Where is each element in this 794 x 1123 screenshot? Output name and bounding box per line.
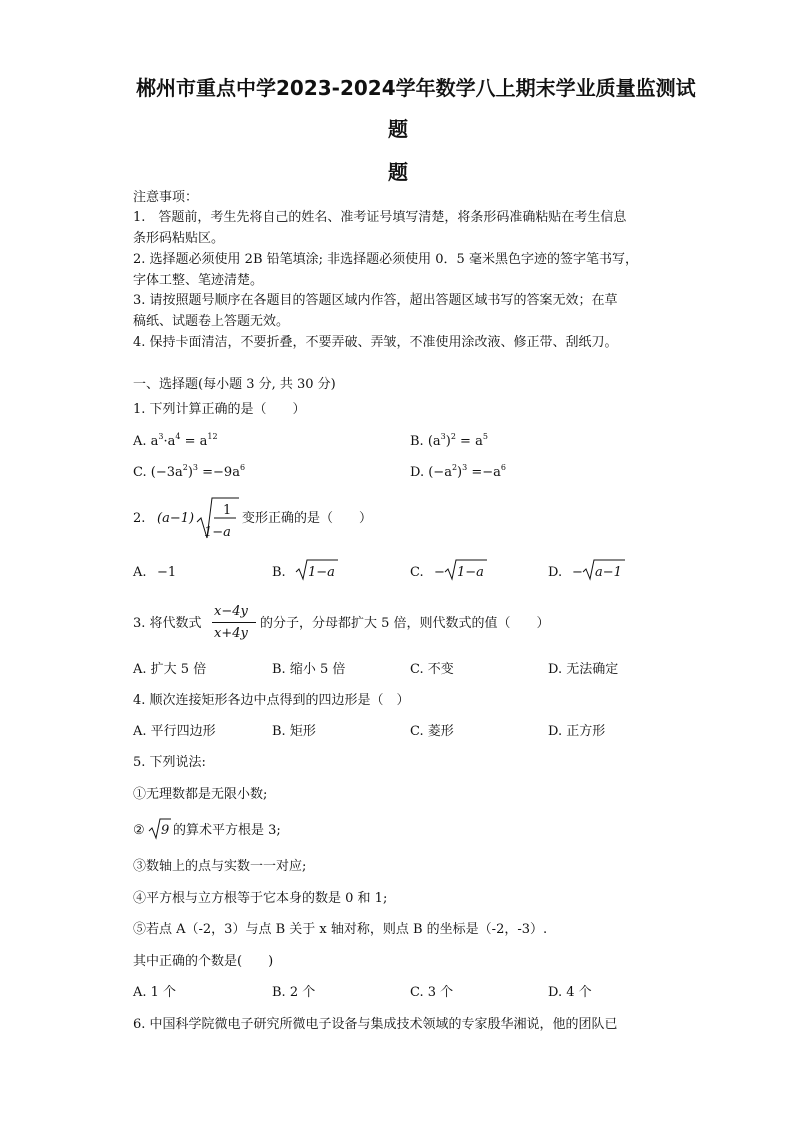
- notice-item-1-line-1: 1. 答题前，考生先将自己的姓名、准考证号填写清楚，将条形码准确粘贴在考生信息: [133, 210, 627, 225]
- question-3-option-d: D. 无法确定: [548, 662, 619, 677]
- question-2-option-d-sign: −: [572, 565, 583, 580]
- question-4-option-b: B. 矩形: [272, 724, 316, 739]
- question-5-statement-5: ⑤若点 A（-2，3）与点 B 关于 x 轴对称，则点 B 的坐标是（-2，-3）.: [133, 922, 548, 937]
- question-4-option-a: A. 平行四边形: [133, 724, 216, 739]
- fraction-bar: [212, 622, 256, 623]
- question-2-option-c: 1−a: [457, 565, 484, 580]
- question-3-stem-tail: 的分子，分母都扩大 5 倍，则代数式的值（ ）: [260, 616, 550, 631]
- question-3-option-b: B. 缩小 5 倍: [272, 662, 346, 677]
- question-5-statement-2: 的算术平方根是 3;: [173, 823, 281, 838]
- notice-item-2-line-2: 字体工整、笔迹清楚。: [133, 273, 264, 288]
- notice-item-4: 4. 保持卡面清洁，不要折叠，不要弄破、弄皱，不准使用涂改液、修正带、刮纸刀。: [133, 335, 618, 350]
- question-5-option-c: C. 3 个: [410, 985, 454, 1000]
- section-heading: 一、选择题(每小题 3 分, 共 30 分): [133, 377, 336, 392]
- question-2-option-b: 1−a: [308, 565, 335, 580]
- question-1-option-c: C. $(-3a^2)^3 =-9a^6$: [133, 463, 246, 480]
- notice-item-1-line-2: 条形码粘贴区。: [133, 231, 225, 246]
- question-5-option-b: B. 2 个: [272, 985, 316, 1000]
- question-2-radicand-num: 1: [223, 503, 232, 518]
- question-3-option-a: A. 扩大 5 倍: [133, 662, 207, 677]
- question-2-stem-tail: 变形正确的是（ ）: [242, 511, 373, 526]
- question-2-option-d-label: D.: [548, 565, 563, 580]
- question-5-stem: 5. 下列说法:: [133, 755, 206, 770]
- question-5-statement-2-radicand: 9: [161, 823, 170, 838]
- notice-item-2-line-1: 2. 选择题必须使用 2B 铅笔填涂; 非选择题必须使用 0．5 毫米黑色字迹的签字笔书写，: [133, 252, 638, 267]
- question-2-option-a-label: A.: [133, 565, 147, 580]
- question-4-option-c: C. 菱形: [410, 724, 454, 739]
- page-subtitle: 题: [388, 160, 408, 184]
- question-2-option-c-label: C.: [410, 565, 424, 580]
- notice-item-3-line-1: 3. 请按照题号顺序在各题目的答题区域内作答，超出答题区域书写的答案无效；在草: [133, 293, 618, 308]
- question-3-stem-head: 3. 将代数式: [133, 616, 202, 631]
- question-2-option-b-label: B.: [272, 565, 286, 580]
- question-4-stem: 4. 顺次连接矩形各边中点得到的四边形是（ ）: [133, 693, 410, 708]
- question-5-option-d: D. 4 个: [548, 985, 592, 1000]
- question-5-statement-3: ③数轴上的点与实数一一对应;: [133, 859, 307, 874]
- question-3-option-c: C. 不变: [410, 662, 454, 677]
- question-6-stem: 6. 中国科学院微电子研究所微电子设备与集成技术领域的专家殷华湘说，他的团队已: [133, 1017, 618, 1032]
- question-1-option-b: B. $(a^3)^2 = a^5$: [410, 432, 488, 449]
- question-5-statement-1: ①无理数都是无限小数;: [133, 787, 268, 802]
- question-1-option-a: A. $a^3\cdot a^4 = a^{12}$: [133, 432, 218, 449]
- question-2-factor: (a−1): [157, 511, 195, 526]
- question-5-option-a: A. 1 个: [133, 985, 177, 1000]
- question-4-option-d: D. 正方形: [548, 724, 606, 739]
- question-1-option-d: D. $(-a^2)^3 =-a^6$: [410, 463, 506, 480]
- question-3-denominator: x+4y: [214, 626, 248, 641]
- notice-heading: 注意事项：: [133, 190, 199, 205]
- question-2-option-a: −1: [157, 565, 177, 580]
- question-5-statement-4: ④平方根与立方根等于它本身的数是 0 和 1;: [133, 891, 388, 906]
- question-2-number: 2.: [133, 511, 146, 526]
- question-2-radicand-den: 1−a: [204, 525, 231, 540]
- page-title-cont: 题: [388, 117, 408, 141]
- question-5-ask: 其中正确的个数是( ): [133, 954, 274, 969]
- question-2-option-c-sign: −: [434, 565, 445, 580]
- notice-item-3-line-2: 稿纸、试题卷上答题无效。: [133, 314, 290, 329]
- question-2-option-d: a−1: [595, 565, 622, 580]
- question-3-numerator: x−4y: [214, 604, 248, 619]
- question-1-stem: 1. 下列计算正确的是（ ）: [133, 402, 306, 417]
- page-title: 郴州市重点中学2023-2024学年数学八上期末学业质量监测试: [136, 76, 696, 100]
- question-5-statement-2-prefix: ②: [133, 823, 145, 838]
